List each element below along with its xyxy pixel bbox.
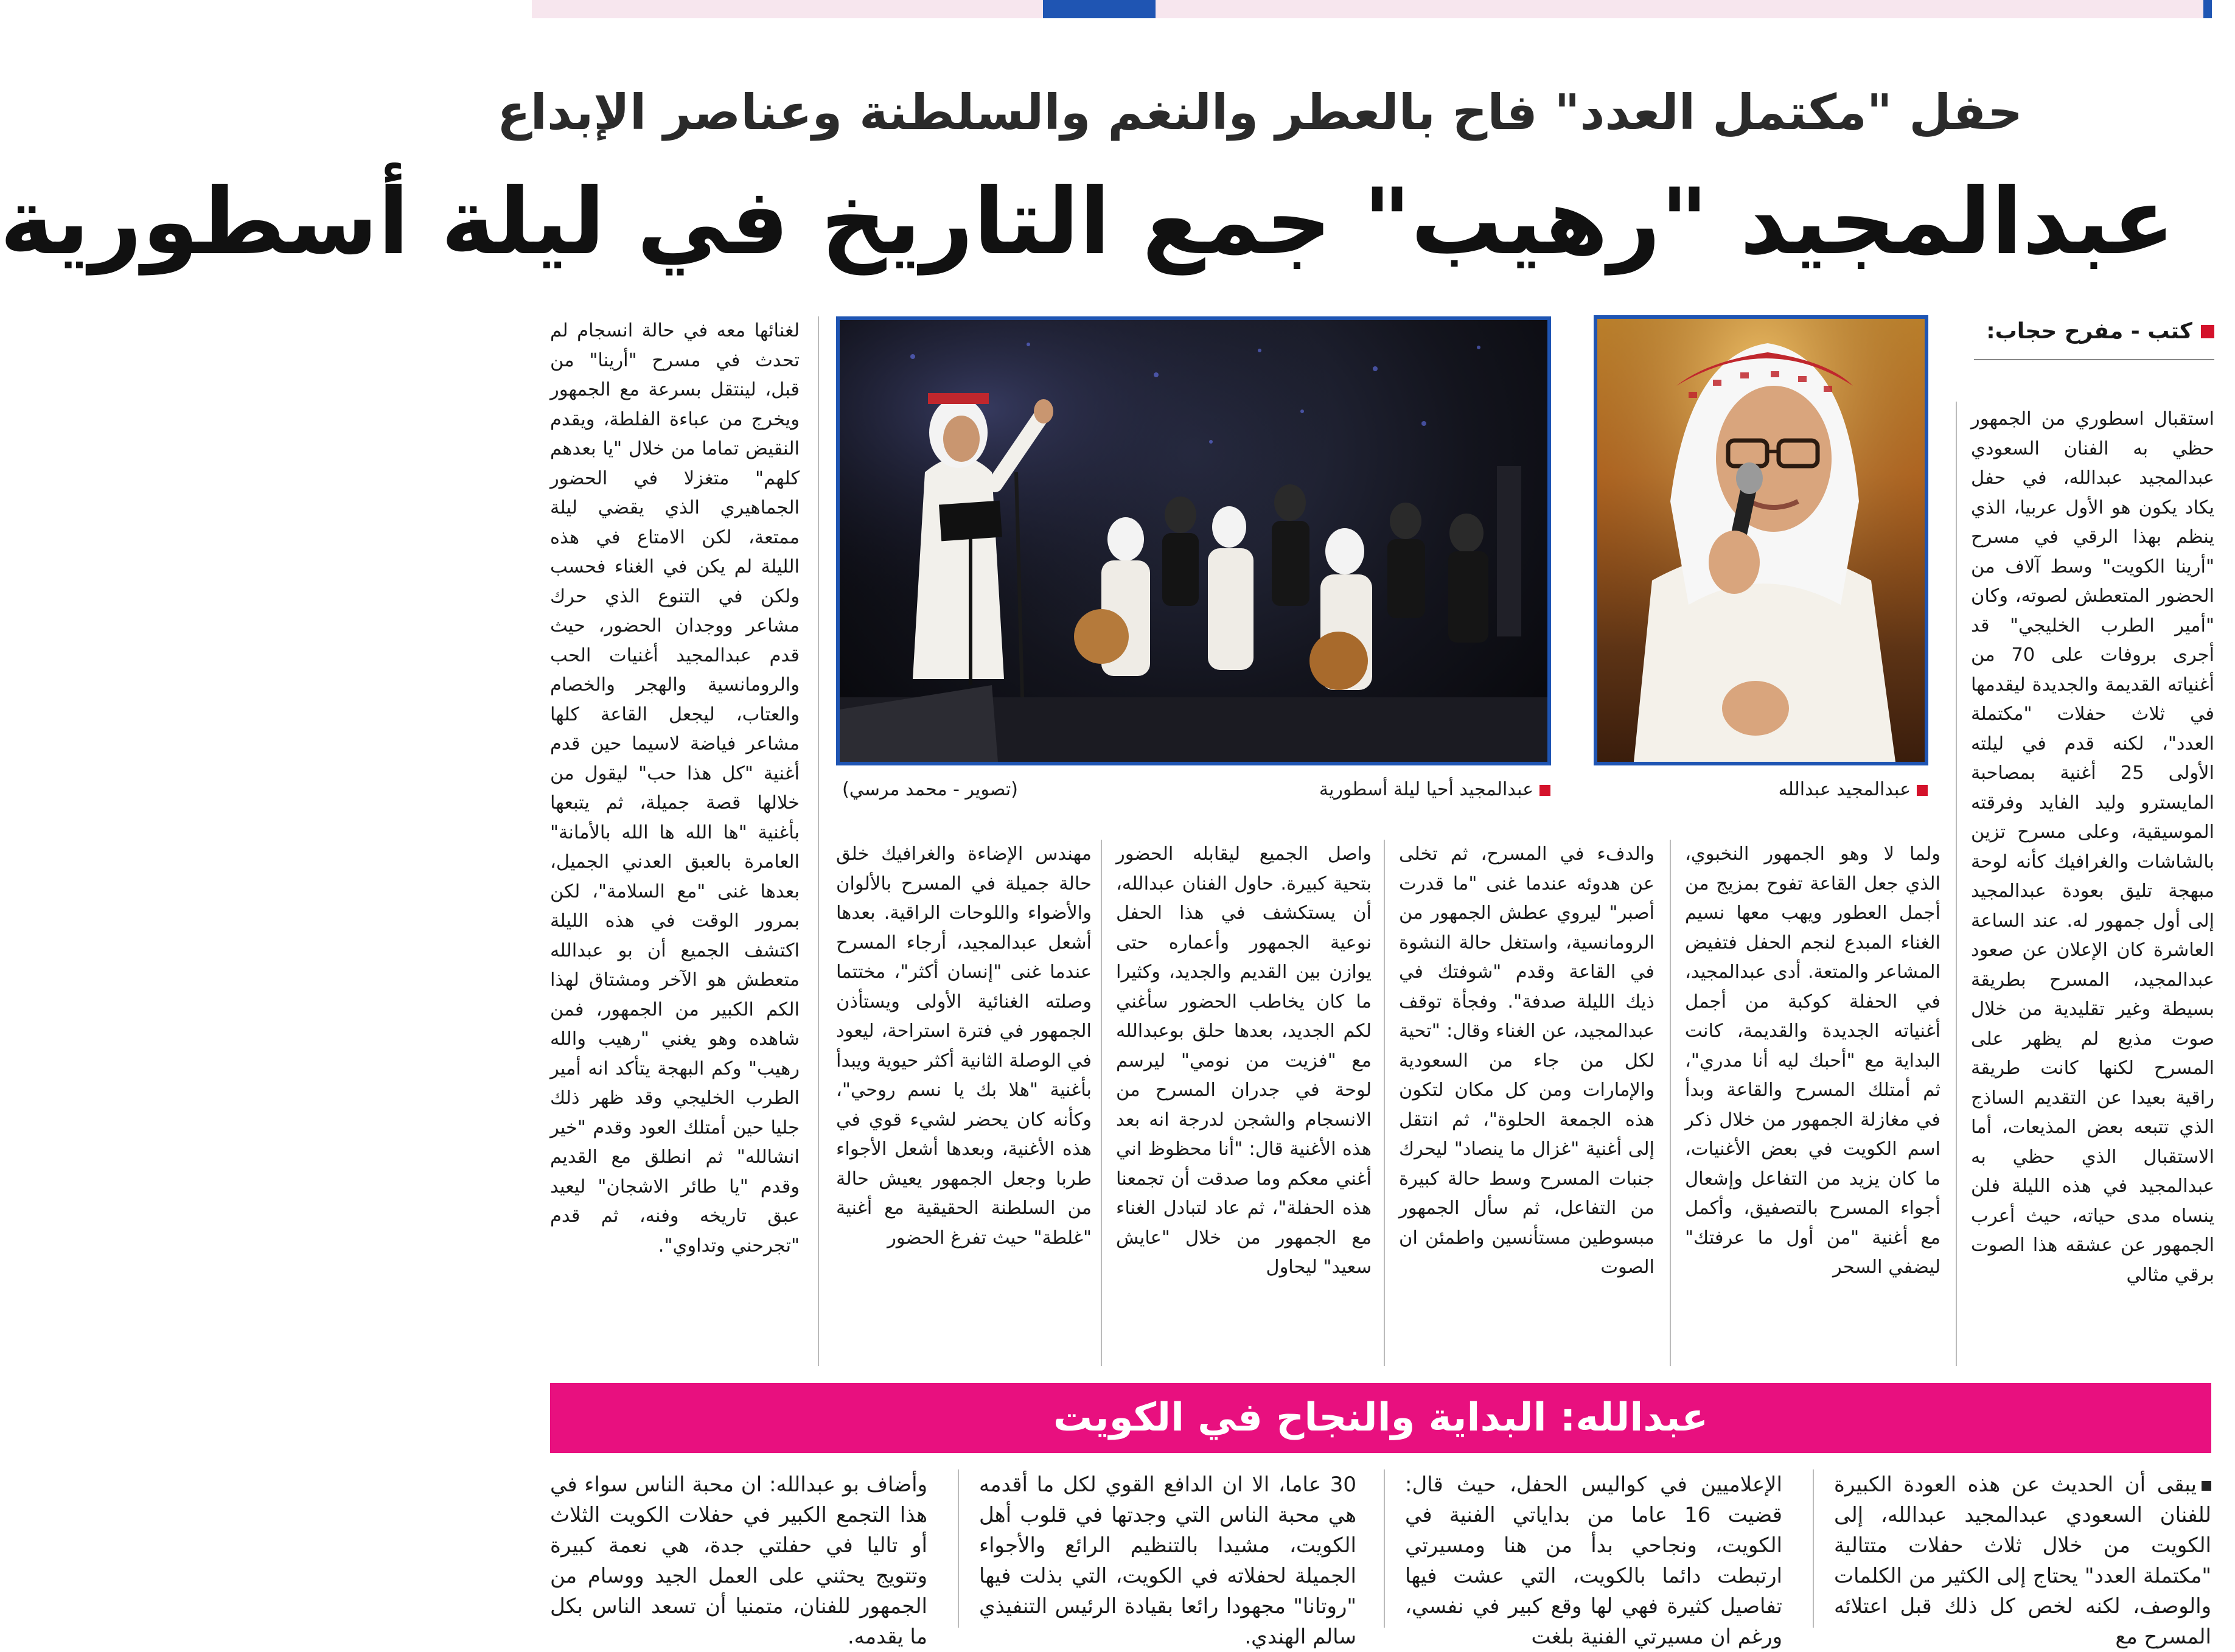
bullet-square-icon bbox=[2202, 1481, 2211, 1491]
column-divider bbox=[1956, 402, 1957, 1366]
column-divider bbox=[818, 316, 819, 1366]
article-column-4: واصل الجميع ليقابله الحضور بتحية كبيرة. حاول الفنان عبدالله، أن يستكشف في هذا الحفل نوعية الجمهور وأعماره حتى يوازن بين القديم والجديد، وكثيرا ما كان يخاطب الحضور سأغني لكم الجديد، بعدها حلق بوعبدالله مع "فزيت من نومي" ليرسم لوحة في جدران المسرح من الانسجام والشجن لدرجة انه بعد هذه الأغنية قال: "أنا محظوظ اني أغني معكم وما صدقت أن تجمعنا هذه الحفلة"، ثم عاد لتبادل الغناء مع الجمهور من خلال "عايش سعيد" ليحاول bbox=[1116, 843, 1372, 1278]
bottom-column-1-text: يبقى أن الحديث عن هذه العودة الكبيرة للفنان السعودي عبدالمجيد عبدالله، إلى الكويت من خلال ثلاث حفلات متتالية "مكتملة العدد" يحتاج إلى الكثير من الكلمات والوصف، لكنه لخص كل ذلك قبل اعتلائه المسرح مع bbox=[1834, 1473, 2211, 1649]
bottom-column-2: الإعلاميين في كواليس الحفل، حيث قال: قضيت 16 عاما من بداياتي الفنية في الكويت، ونجاحي بدأ من هنا ومسيرتي ارتبطت دائما بالكويت، التي عشت فيها تفاصيل كثيرة فهي لها وقع كبير في نفسي، ورغم ان مسيرتي الفنية بلغت bbox=[1405, 1473, 1782, 1649]
bottom-column-3: 30 عاما، الا ان الدافع القوي لكل ما أقدمه هي محبة الناس التي وجدتها في قلوب أهل الكويت، مشيدا بالتنظيم الرائع والأجواء الجميلة لحفلاته في الكويت، التي بذلت فيها "روتانا" مجهودا رائعا بقيادة الرئيس التنفيذي سالم الهندي. bbox=[979, 1473, 1356, 1649]
article-column-5: مهندس الإضاءة والغرافيك خلق حالة جميلة في المسرح بالألوان والأضواء واللوحات الراقية. بعدها أشعل عبدالمجيد، أرجاء المسرح عندما غنى "إنسان أكثر"، مختتما وصلته الغنائية الأولى ويستأذن الجمهور في فترة استراحة، ليعود في الوصلة الثانية أكثر حيوية ويبدأ بأغنية "هلا بك يا نسم روحي"، وكأنه كان يحضر لشيء قوي في هذه الأغنية، وبعدها أشعل الأجواء طربا وجعل الجمهور يعيش حالة من السلطنة الحقيقية مع أغنية "غلطة" حيث تفرغ الحضور bbox=[836, 843, 1092, 1249]
stage-caption bbox=[1319, 776, 1550, 803]
column-divider bbox=[1101, 840, 1102, 1366]
caption-marker-icon bbox=[1539, 785, 1550, 796]
byline-rule bbox=[1974, 359, 2214, 360]
portrait-caption bbox=[1779, 776, 1928, 803]
column-divider bbox=[1384, 1469, 1385, 1628]
article-column-6: لغنائها معه في حالة انسجام لم تحدث في مسرح "أرينا" من قبل، لينتقل بسرعة مع الجمهور ويخرج من عباءة الفلطة، ويقدم النقيض تماما من خلال "يا بعدهم كلهم" متغزلا في الحضور الجماهيري الذي يقضي ليلة ممتعة، لكن الامتاع في هذه الليلة لم يكن في الغناء فحسب ولكن في التنوع الذي حرك مشاعر ووجدان الحضور، حيث قدم عبدالمجيد أغنيات الحب والرومانسية والهجر والخصام والعتاب، ليجعل القاعة كلها مشاعر فياضة لاسيما حين قدم أغنية "كل هذا حب" ليقول من خلالها قصة جميلة، ثم يتبعها بأغنية "ها الله ها الله بالأمانة" العامرة بالعبق العدني الجميل، بعدها غنى "مع السلامة"، لكن بمرور الوقت في هذه الليلة اكتشف الجميع أن بو عبدالله متعطش هو الآخر ومشتاق لهذا الكم الكبير من الجمهور، فمن شاهده وهو يغني "رهيب والله رهيب" وكم البهجة يتأكد انه أمير الطرب الخليجي وقد ظهر ذلك جليا حين أمتلك العود وقدم "خير انشالله" ثم انطلق مع القديم وقدم "يا طائر الاشجان" ليعيد عبق تاريخه وفنه، ثم قدم "تجرحني وتداوي". bbox=[550, 320, 800, 1256]
stage-concert-photo bbox=[836, 316, 1551, 765]
byline-marker-icon bbox=[2201, 325, 2214, 338]
top-strip-marker bbox=[2203, 0, 2212, 18]
page-number-tab bbox=[1043, 0, 1156, 18]
photo-credit: (تصوير - محمد مرسي) bbox=[842, 779, 1018, 800]
main-headline: عبدالمجيد "رهيب" جمع التاريخ في ليلة أسطورية bbox=[0, 169, 2175, 275]
portrait-caption-text: عبدالمجيد عبدالله bbox=[1778, 779, 1911, 800]
column-divider bbox=[1670, 840, 1671, 1366]
stage-concert-illustration bbox=[840, 320, 1547, 762]
bottom-column-4: وأضاف بو عبدالله: ان محبة الناس سواء في هذا التجمع الكبير في حفلات الكويت الثلاث أو تاليا في حفلتي جدة، هي نعمة كبيرة وتتويج يحثني على العمل الجيد ووسام من الجمهور للفنان، متمنيا أن تسعد الناس بكل ما يقدمه. bbox=[550, 1473, 927, 1649]
article-column-1: استقبال اسطوري من الجمهور حظي به الفنان السعودي عبدالمجيد عبدالله، في حفل يكاد يكون هو الأول عربيا، الذي ينظم بهذا الرقي في مسرح "أرينا الكويت" وسط آلاف من الحضور المتعطش لصوته، وكان "أمير الطرب الخليجي" قد أجرى بروفات على 70 من أغنياته القديمة والجديدة ليقدمها في ثلاث حفلات "مكتملة العدد"، لكنه قدم في ليلته الأولى 25 أغنية بمصاحبة المايسترو وليد الفايد وفرقته الموسيقية، وعلى مسرح تزين بالشاشات والغرافيك كأنه لوحة مبهجة تليق بعودة عبدالمجيد إلى أول جمهور له. عند الساعة العاشرة كان الإعلان عن صعود عبدالمجيد، المسرح بطريقة بسيطة وغير تقليدية من خلال صوت مذيع لم يظهر على المسرح لكنها كانت طريقة راقية بعيدا عن التقديم الساذج الذي تتبعه بعض المذيعات، أما الاستقبال الذي حظي به عبدالمجيد في هذه الليلة فلن ينساه مدى حياته، حيث أعرب الجمهور عن عشقه هذا الصوت برقي مثالي bbox=[1971, 408, 2215, 1286]
caption-marker-icon bbox=[1917, 785, 1928, 796]
column-divider bbox=[958, 1469, 959, 1628]
article-column-3: والدفء في المسرح، ثم تخلى عن هدوئه عندما غنى "ما قدرت أصبر" ليروي عطش الجمهور من الرومانسية، واستغل حالة النشوة في القاعة وقدم "شوفتك في ذيك الليلة صدفة". وفجأة توقف عبدالمجيد، عن الغناء وقال: "تحية لكل من جاء من السعودية والإمارات ومن كل مكان لتكون هذه الجمعة الحلوة"، ثم انتقل إلى أغنية "غزال ما ينصاد" ليحرك جنبات المسرح وسط حالة كبيرة من التفاعل، ثم سأل الجمهور مبسوطين مستأنسين واطمئن ان الصوت bbox=[1399, 843, 1654, 1278]
stage-caption-text: عبدالمجيد أحيا ليلة أسطورية bbox=[1319, 779, 1533, 800]
bottom-column-1 bbox=[1834, 1469, 2211, 1649]
subhead-title: عبدالله: البداية والنجاح في الكويت bbox=[1053, 1395, 1709, 1440]
top-strip bbox=[532, 0, 2211, 18]
byline-text: كتب - مفرح حجاب: bbox=[1986, 319, 2192, 344]
article-column-2: ولما لا وهو الجمهور النخبوي، الذي جعل القاعة تفوح بمزيج من أجمل العطور ويهب معها نسيم الغناء المبدع لنجم الحفل فتفيض المشاعر والمتعة. أدى عبدالمجيد، في الحفلة كوكبة من أجمل أغنياته الجديدة والقديمة، كانت البداية مع "أحبك ليه أنا مدري"، ثم أمتلك المسرح والقاعة وبدأ في مغازلة الجمهور من خلال ذكر اسم الكويت في بعض الأغنيات، ما كان يزيد من التفاعل وإشعال أجواء المسرح بالتصفيق، وأكمل مع أغنية "من أول ما عرفتك" ليضفي السحر bbox=[1685, 843, 1940, 1278]
kicker-headline: حفل "مكتمل العدد" فاح بالعطر والنغم والسلطنة وعناصر الإبداع bbox=[497, 84, 2023, 141]
singer-portrait-illustration bbox=[1597, 319, 1925, 762]
singer-portrait-photo bbox=[1594, 315, 1928, 765]
column-divider bbox=[1813, 1469, 1814, 1628]
byline bbox=[1974, 316, 2214, 371]
column-divider bbox=[1384, 840, 1385, 1366]
